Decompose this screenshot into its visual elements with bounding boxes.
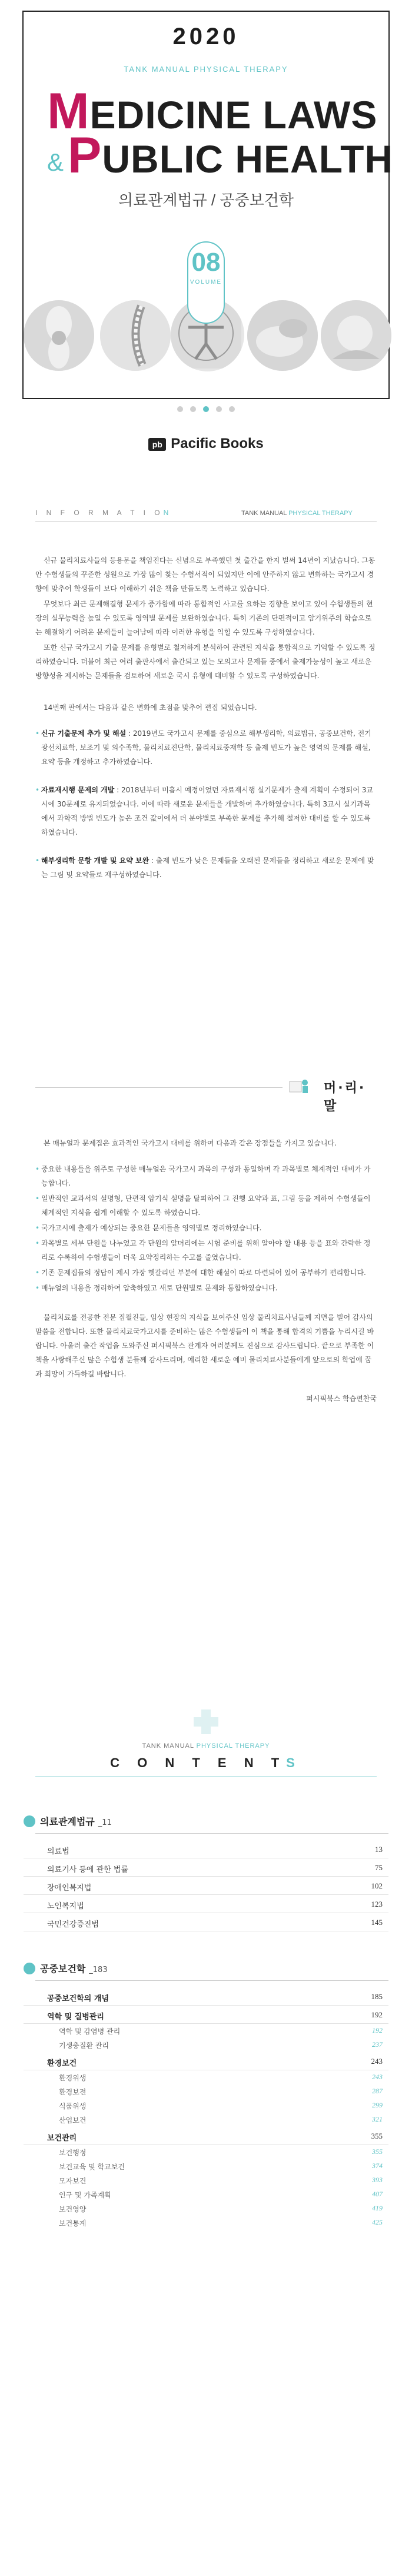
book-cover <box>0 0 412 471</box>
toc-sub-entry[interactable]: 기생충질환 관리 237 <box>59 2040 383 2050</box>
carousel-dot[interactable] <box>216 406 222 412</box>
part-bullet-icon <box>24 1963 35 1974</box>
toc-sub-entry[interactable]: 모자보건 393 <box>59 2176 383 2185</box>
change-item: • 자료재시행 문제의 개발 : 2018년부터 미흡시 예정이었던 자료재시행 실기문제가 출제 계획이 수정되어 3교시에 30문제로 유지되었습니다. 이에 따라 새로운 문제들을 개발하여 추가하였습니다. 특히 3교시 실기과목에서 과학적 방법 빈도가 높은 조건 값이에서 더 분야별로 부족한 문제를 추가해 철저한 대비를 할 수 있도록 하였습니다. <box>35 783 377 839</box>
toc-sub-entry[interactable]: 보건교육 및 학교보건 374 <box>59 2162 383 2171</box>
cover-subtitle: 의료관계법규 / 공중보건학 <box>118 191 294 209</box>
toc-sub-entry[interactable]: 보건행정 355 <box>59 2147 383 2157</box>
part-rule <box>35 1833 388 1834</box>
volume-number: 08 <box>191 248 221 277</box>
carousel-dots <box>0 403 412 414</box>
toc-sub-entry[interactable]: 인구 및 가족계획 407 <box>59 2190 383 2199</box>
cover-series: TANK MANUAL PHYSICAL THERAPY <box>124 65 288 74</box>
part-title: 공중보건학 _183 <box>40 1963 108 1974</box>
preface-title: 머·리·말 <box>324 1081 366 1114</box>
title-ampersand: & <box>47 148 65 176</box>
part-heading <box>24 1960 388 1979</box>
cover-year: 2020 <box>172 24 240 49</box>
toc-entry[interactable]: 역학 및 질병관리 192 <box>24 2006 388 2024</box>
toc-sub-entry[interactable]: 산업보건 321 <box>59 2115 383 2124</box>
intro-paragraph: 신규 물리치료사들의 등용문을 책임진다는 신념으로 부족했던 첫 출간을 한지 벌써 14년이 지났습니다. 그동안 수험생들의 꾸준한 성원으로 가장 많이 찾는 수험서적이 되었지만 이에 안주하지 않고 변화하는 국가고시 경향에 맞추어 학생들이 보다 이해하기 쉬운 책을 만들도록 노력하고 있습니다. <box>35 556 376 593</box>
change-item: • 해부생리학 문항 개발 및 요약 보완 : 출제 빈도가 낮은 문제들을 오래된 문제들을 정리하고 새로운 문제에 맞는 그림 및 요약들로 재구성하였습니다. <box>35 854 377 882</box>
title-capital-m: M <box>47 83 90 140</box>
preface-point: • 매뉴얼의 내용을 정리하여 압축하였고 새로 단원별로 문제와 통합하였습니다. <box>35 1281 377 1295</box>
contents-header <box>0 1707 412 1784</box>
manual-label: TANK MANUAL PHYSICAL THERAPY <box>142 1742 270 1750</box>
carousel-dot[interactable] <box>177 406 183 412</box>
toc-entry[interactable]: 노인복지법 123 <box>24 1895 388 1913</box>
part-heading <box>24 1813 388 1832</box>
preface-point: • 과목별로 세부 단원을 나누었고 각 단원의 앞머리에는 시험 준비를 위해 알아야 할 내용 등을 표와 간략한 정리로 수록하여 수험생들이 더욱 요약정리하는 수고를 줄였습니다. <box>35 1236 377 1264</box>
intro-paragraph: 또한 신규 국가고시 기출 문제를 유형별로 철저하게 분석하여 관련된 지식을 통합적으로 기억할 수 있도록 정리하였습니다. 더불어 최근 여러 출판사에서 출간되고 있는 모의고사 문제들 중에서 출제가능성이 높고 새로운 방향성을 제시하는 문제들을 검토하여 새로운 국시 유형에 대비할 수 있도록 구성하였습니다. <box>35 643 376 680</box>
preface-body <box>35 1136 377 1406</box>
information-header <box>0 506 412 523</box>
toc-entry[interactable]: 보건관리 355 <box>24 2127 388 2145</box>
toc-entry[interactable]: 의료기사 등에 관한 법률 75 <box>24 1858 388 1877</box>
cover-title-line-2 <box>47 127 394 185</box>
contents-title: C O N T E N TS <box>110 1755 302 1770</box>
title-capital-p: P <box>68 127 102 184</box>
title-rest-1: EDICINE LAWS <box>89 93 378 137</box>
preface-point: • 중요한 내용들을 위주로 구성한 매뉴얼은 국가고시 과목의 구성과 동일하며 각 과목별로 체계적인 대비가 가능합니다. <box>35 1162 377 1190</box>
pb-logo-icon: pb <box>148 438 166 451</box>
publisher-name: Pacific Books <box>171 436 264 452</box>
part-rule <box>35 1980 388 1981</box>
manual-label: TANK MANUAL PHYSICAL THERAPY <box>241 510 353 517</box>
intro-lead: 14번째 판에서는 다음과 같은 변화에 초점을 맞추어 편집 되었습니다. <box>44 703 257 712</box>
preface-rule <box>35 1087 283 1088</box>
part-bullet-icon <box>24 1815 35 1827</box>
hand-massage-image <box>247 300 318 371</box>
carousel-dot[interactable] <box>190 406 196 412</box>
preface-intro: 본 매뉴얼과 문제집은 효과적인 국가고시 대비를 위하여 다음과 같은 장점들을 가지고 있습니다. <box>44 1139 337 1147</box>
preface-signature: 퍼시픽북스 학습편찬국 <box>306 1395 377 1403</box>
spine-image <box>100 300 171 371</box>
toc-entry[interactable]: 환경보건 243 <box>24 2052 388 2070</box>
information-body <box>35 553 377 896</box>
change-item: • 신규 기출문제 추가 및 해설 : 2019년도 국가고시 문제를 중심으로 해부생리학, 의료법규, 공중보건학, 전기광선치료학, 보조기 및 의수족학, 물리치료진단학, 물리치료중재학 등 출제 빈도가 높은 영역의 문제를 해설, 요약 등을 개정하고 추가하였습니다. <box>35 726 377 769</box>
knee-joint-image <box>24 300 94 371</box>
toc-entry[interactable]: 장애인복지법 102 <box>24 1877 388 1895</box>
publisher-logo <box>0 436 412 452</box>
toc-entry[interactable]: 국민건강증진법 145 <box>24 1913 388 1931</box>
medical-cross-icon <box>188 1707 224 1737</box>
shoulder-image <box>321 300 391 371</box>
toc-sub-entry[interactable]: 역학 및 감염병 관리 192 <box>59 2026 383 2036</box>
preface-point: • 국가고시에 출제가 예상되는 중요한 문제들을 영역별로 정리하였습니다. <box>35 1221 377 1235</box>
title-rest-2: UBLIC HEALTH <box>102 137 394 181</box>
preface-point: • 일반적인 교과서의 설명형, 단편적 암기식 설명을 탈피하여 그 진행 요약과 표, 그림 등을 제하여 수험생들이 체계적인 지식을 쉽게 이해할 수 있도록 하였습니다. <box>35 1191 377 1220</box>
part-title: 의료관계법규 _11 <box>40 1816 112 1827</box>
toc-sub-entry[interactable]: 환경위생 243 <box>59 2073 383 2082</box>
preface-points <box>35 1162 377 1295</box>
toc-sub-entry[interactable]: 보건통계 425 <box>59 2218 383 2228</box>
volume-label: VOLUME <box>190 279 222 286</box>
toc-sub-entry[interactable]: 보건영양 419 <box>59 2204 383 2213</box>
carousel-dot-active[interactable] <box>203 406 209 412</box>
intro-paragraph: 무엇보다 최근 문제해결형 문제가 증가함에 따라 통합적인 사고를 요하는 경향을 보이고 있어 수험생들의 현장의 실무능력을 높일 수 있도록 영역별 문제를 보완하였습니다. 특히 기존의 단편적이고 암기위주의 학습으로는 해결하기 어려운 문제들이 늘어남에 따라 이러한 유형을 익힐 수 있도록 구성하였습니다. <box>35 600 373 636</box>
toc-sub-entry[interactable]: 환경보전 287 <box>59 2087 383 2096</box>
change-list <box>35 726 377 882</box>
preface-closing: 물리치료를 전공한 전문 집필진들, 임상 현장의 지식을 보여주신 임상 물리치료사님들께 지면을 빌어 감사의 말씀을 전합니다. 또한 물리치료국가고시를 준비하는 많은 수험생들이 이 책을 통해 합격의 기쁨을 누리시길 바랍니다. 아울러 출간 작업을 도와주신 퍼시픽북스 관계자 여러분께도 진심으로 감사드립니다. 끝으로 부족한 이 책을 사랑해주신 많은 수험생 분들께 감사드리며, 예리한 새로운 예비 물리치료사분들에게 앞으로의 학업에 꿈과 희망이 가득하길 바랍니다. <box>35 1313 374 1378</box>
toc-entry[interactable]: 의료법 13 <box>24 1840 388 1858</box>
doctor-icon <box>288 1077 310 1094</box>
toc-sub-entry[interactable]: 식품위생 299 <box>59 2101 383 2110</box>
preface-point: • 기존 문제집들의 정답이 제시 가장 헷갈리던 부분에 대한 해설이 따로 마련되어 있어 공부하기 편리합니다. <box>35 1266 377 1280</box>
volume-badge <box>187 241 225 324</box>
preface-header <box>35 1074 377 1114</box>
toc-entry[interactable]: 공중보건학의 개념 185 <box>24 1987 388 2006</box>
toc-part-2 <box>24 1960 388 2230</box>
information-label: I N F O R M A T I ON <box>35 509 172 517</box>
toc-part-1 <box>24 1813 388 1931</box>
carousel-dot[interactable] <box>229 406 235 412</box>
